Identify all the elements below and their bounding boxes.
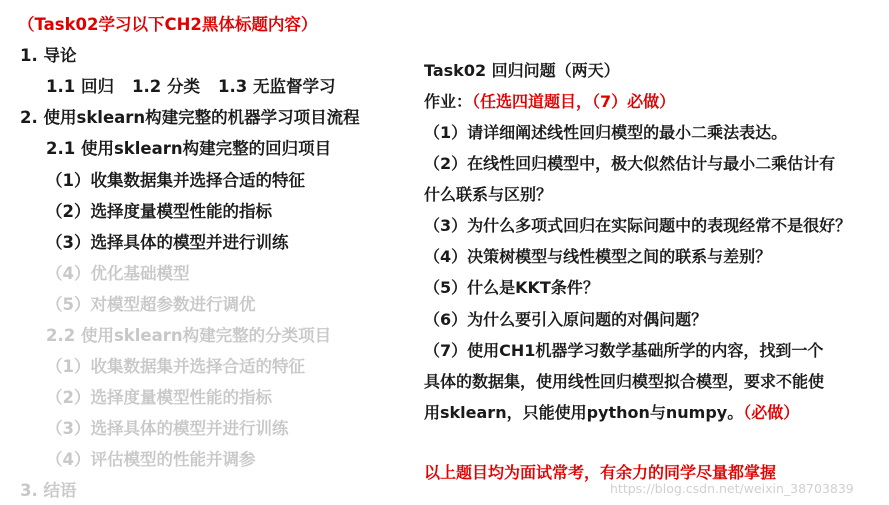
subsection-1-3: 1.3 无监督学习 xyxy=(218,77,336,96)
question-7-text: 用sklearn，只能使用python与numpy。 xyxy=(424,403,744,422)
question-7-line-3 xyxy=(424,400,799,423)
question-2-line-1: （2）在线性回归模型中，极大似然估计与最小二乘估计有 xyxy=(424,154,836,173)
question-6: （6）为什么要引入原问题的对偶问题？ xyxy=(424,310,708,329)
question-7-line-2: 具体的数据集，使用线性回归模型拟合模型，要求不能使 xyxy=(424,372,825,391)
section-1-title: 1. 导论 xyxy=(20,46,77,65)
list-item: （5）对模型超参数进行调优 xyxy=(46,295,256,314)
question-3: （3）为什么多项式回归在实际问题中的表现经常不是很好？ xyxy=(424,216,852,235)
list-item: （2）选择度量模型性能的指标 xyxy=(46,202,272,221)
task-title: Task02 回归问题（两天） xyxy=(424,61,620,80)
list-item: （4）评估模型的性能并调参 xyxy=(46,450,256,469)
question-5: （5）什么是KKT条件？ xyxy=(424,278,599,297)
question-4: （4）决策树模型与线性模型之间的联系与差别？ xyxy=(424,247,772,266)
section-2-title: 2. 使用sklearn构建完整的机器学习项目流程 xyxy=(20,108,360,127)
list-item: （3）选择具体的模型并进行训练 xyxy=(46,233,289,252)
list-item: （4）优化基础模型 xyxy=(46,264,190,283)
section-3-title: 3. 结语 xyxy=(20,481,77,500)
subsection-1-1: 1.1 回归 xyxy=(46,77,114,96)
question-7-line-1: （7）使用CH1机器学习数学基础所学的内容，找到一个 xyxy=(424,341,824,360)
list-item: （1）收集数据集并选择合适的特征 xyxy=(46,357,305,376)
list-item: （1）收集数据集并选择合适的特征 xyxy=(46,171,305,190)
homework-note: （任选四道题目，（7）必做） xyxy=(472,92,676,111)
watermark: https://blog.csdn.net/weixin_38703839 xyxy=(610,481,854,496)
required-tag: （必做） xyxy=(743,403,800,422)
subsection-2-1: 2.1 使用sklearn构建完整的回归项目 xyxy=(46,139,332,158)
list-item: （2）选择度量模型性能的指标 xyxy=(46,388,272,407)
footer-note: 以上题目均为面试常考，有余力的同学尽量都掌握 xyxy=(424,463,777,482)
homework-line xyxy=(424,89,675,112)
subsection-2-2: 2.2 使用sklearn构建完整的分类项目 xyxy=(46,326,332,345)
list-item: （3）选择具体的模型并进行训练 xyxy=(46,419,289,438)
task-header: （Task02学习以下CH2黑体标题内容） xyxy=(18,15,318,34)
question-2-line-2: 什么联系与区别？ xyxy=(424,185,553,204)
question-1: （1）请详细阐述线性回归模型的最小二乘法表达。 xyxy=(424,123,788,142)
subsection-1-2: 1.2 分类 xyxy=(132,77,200,96)
homework-label: 作业： xyxy=(424,92,473,111)
